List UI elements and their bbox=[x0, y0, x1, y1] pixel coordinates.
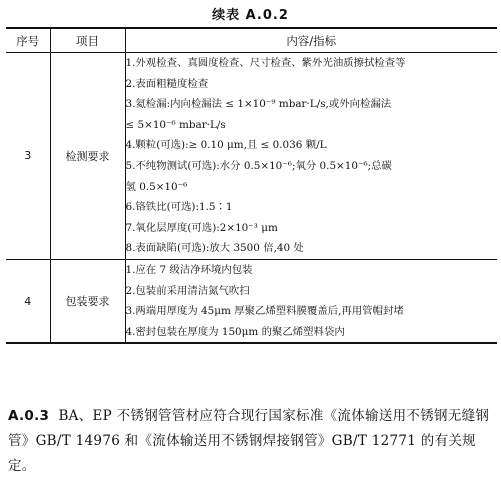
header-item: 项目 bbox=[50, 28, 125, 53]
table-row bbox=[6, 53, 497, 260]
row-item: 包装要求 bbox=[50, 259, 125, 343]
content-line: 7.氧化层厚度(可选):2×10⁻³ μm bbox=[125, 221, 278, 234]
content-line: 2.包装前采用清洁氮气吹扫 bbox=[125, 284, 250, 297]
table-header-row bbox=[6, 28, 497, 53]
content-line: 3.氦检漏:内向检漏法 ≤ 1×10⁻⁹ mbar·L/s,或外向检漏法 bbox=[125, 98, 392, 111]
content-line: 1.外观检查、真圆度检查、尺寸检查、紫外光油质擦拭检查等 bbox=[125, 57, 406, 69]
row-content bbox=[125, 259, 497, 343]
content-line: 3.两端用厚度为 45μm 厚聚乙烯塑料膜覆盖后,再用管帽封堵 bbox=[125, 305, 404, 318]
content-line: 4.颗粒(可选):≥ 0.10 μm,且 ≤ 0.036 颗/L bbox=[125, 139, 327, 152]
clause-note bbox=[8, 404, 498, 479]
content-line: 6.铬铁比(可选):1.5∶1 bbox=[125, 201, 233, 214]
content-line: ≤ 5×10⁻⁶ mbar·L/s bbox=[125, 118, 226, 131]
table-row bbox=[6, 259, 497, 343]
row-seq: 3 bbox=[6, 53, 50, 260]
content-line: 1.应在 7 级洁净环境内包装 bbox=[125, 263, 253, 276]
content-line: 5.不纯物测试(可选):水分 0.5×10⁻⁶;氧分 0.5×10⁻⁶;总碳 bbox=[125, 159, 392, 172]
content-line: 氢 0.5×10⁻⁶ bbox=[125, 180, 188, 193]
table-caption: 续表 A.0.2 bbox=[212, 8, 289, 23]
content-line: 2.表面粗糙度检查 bbox=[125, 77, 209, 90]
row-content bbox=[125, 53, 497, 260]
clause-number: A.0.3 bbox=[8, 408, 50, 424]
clause-text: BA、EP 不锈钢管管材应符合现行国家标准《流体输送用不锈钢无缝钢管》GB/T 14976 和《流体输送用不锈钢焊接钢管》GB/T 12771 的有关规定。 bbox=[8, 408, 490, 474]
content-line: 4.密封包装在厚度为 150μm 的聚乙烯塑料袋内 bbox=[125, 325, 345, 338]
row-item: 检测要求 bbox=[50, 53, 125, 260]
header-seq: 序号 bbox=[6, 28, 50, 53]
content-line: 8.表面缺陷(可选):放大 3500 倍,40 处 bbox=[125, 242, 304, 255]
row-seq: 4 bbox=[6, 259, 50, 343]
spec-table bbox=[6, 27, 497, 344]
header-content: 内容/指标 bbox=[125, 28, 497, 53]
